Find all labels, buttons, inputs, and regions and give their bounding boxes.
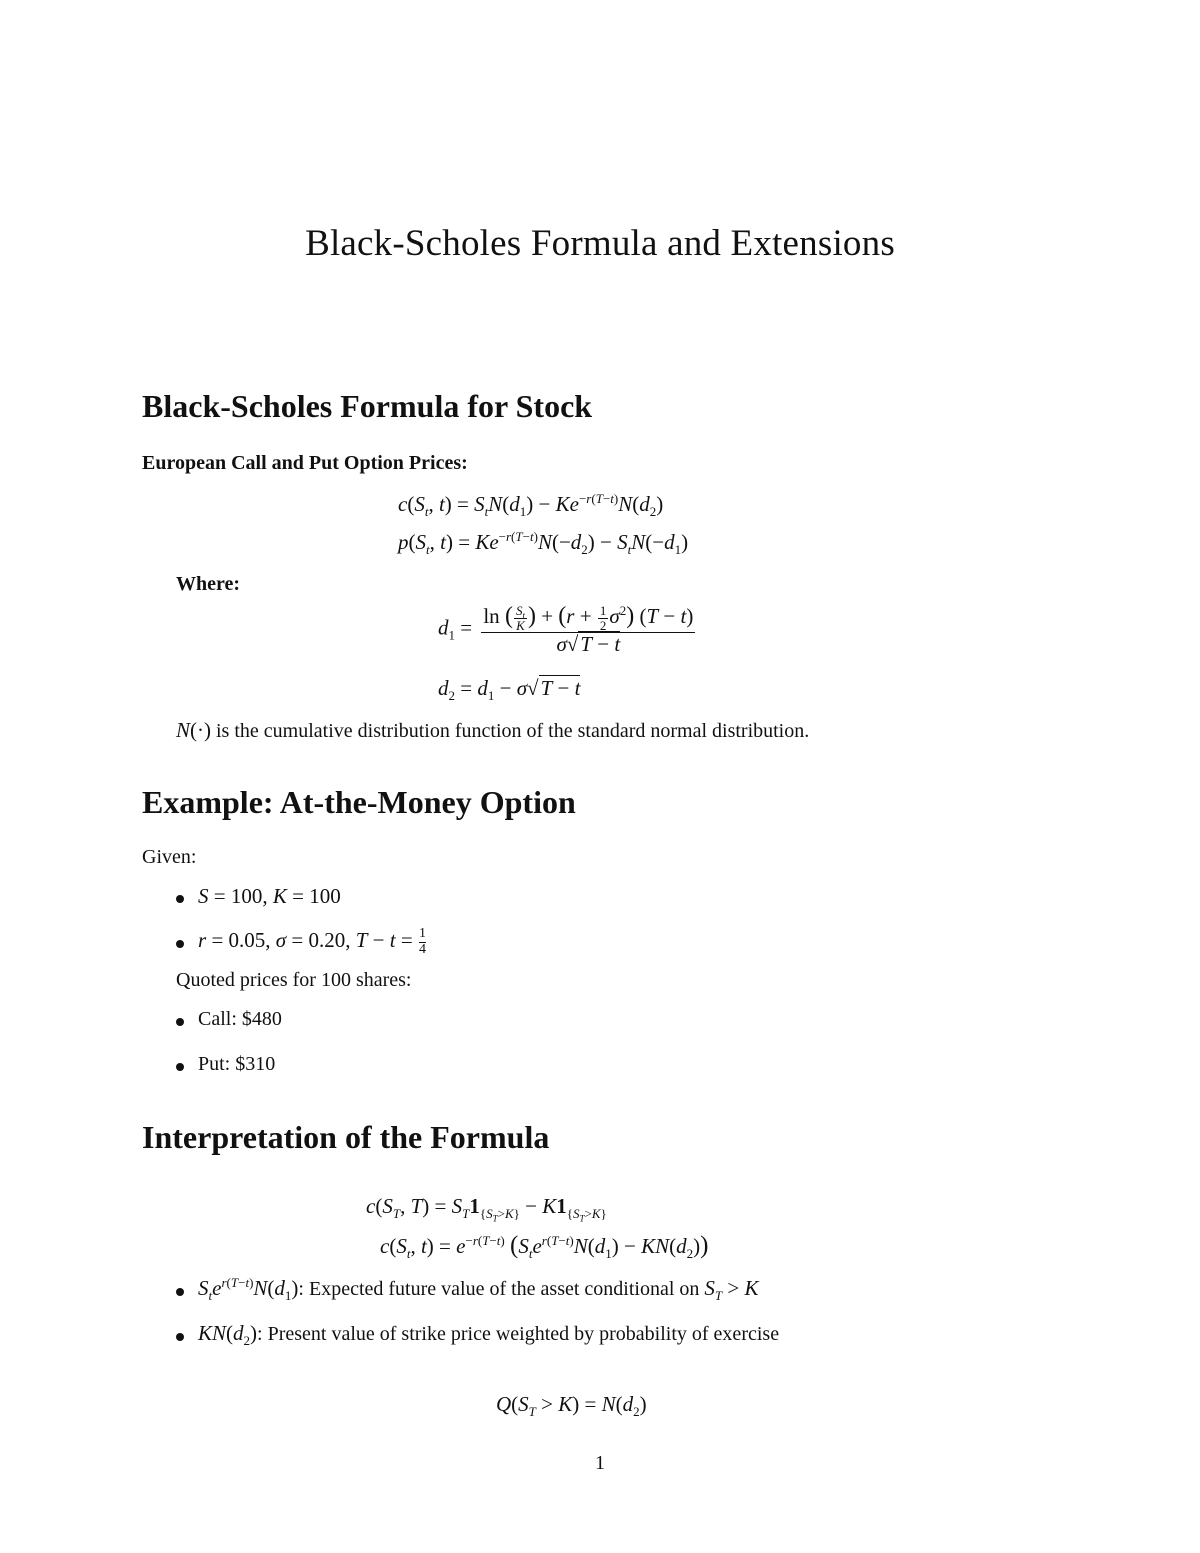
section-heading-example: Example: At-the-Money Option <box>142 784 576 820</box>
interpretation-bullet-2-text: : Present value of strike price weighted by probability of exercise <box>257 1323 780 1345</box>
equation-discounted-call: $c(S_t$, $t) = e^{-r(T-t)}$ $(S_te^{r(T-t)}N(d_1) - KN(d_2))$ <box>380 1232 709 1262</box>
where-label: Where: <box>176 573 241 595</box>
bullet-icon <box>176 1018 184 1026</box>
interpretation-bullet-1-text: : Expected future value of the asset conditional on <box>298 1278 700 1300</box>
page-title: Black-Scholes Formula and Extensions <box>305 223 895 264</box>
given-label: Given: <box>142 846 197 868</box>
quoted-prices-label: Quoted prices for 100 shares: <box>176 969 412 991</box>
given-s-k: S = 100, K = 100 <box>198 884 341 908</box>
section-heading-formula: Black-Scholes Formula for Stock <box>142 388 593 424</box>
equation-call-price: $c(S_t$, $t) = S_tN(d_1) - Ke^{-r(T-t)}N(d_2)$ <box>398 491 664 520</box>
equation-payoff: $c(S_T$, $T) = S_T1_{\{S_T>K\}} - K1_{\{S_T>K\}}$ <box>366 1194 607 1224</box>
equation-exercise-probability: $Q(S_T > K) = N(d_2)$ <box>496 1392 647 1420</box>
put-price: Put: $310 <box>198 1053 276 1075</box>
interpretation-bullet-2: $KN(d_2)$: Present value of strike price weighted by probability of exercise <box>198 1321 780 1349</box>
equation-d2: $d_2 = d_1 - \sigma√T - t$ <box>438 676 581 704</box>
cdf-note <box>176 718 809 743</box>
subheading-option-prices: European Call and Put Option Prices: <box>142 452 468 474</box>
bullet-icon <box>176 1288 184 1296</box>
section-heading-interpretation: Interpretation of the Formula <box>142 1119 550 1155</box>
given-r-sigma-t: r = 0.05, σ = 0.20, T − t = $\frac{1}{4}$ <box>198 926 426 957</box>
call-price: Call: $480 <box>198 1008 282 1030</box>
bullet-icon <box>176 1333 184 1341</box>
bullet-icon <box>176 1063 184 1071</box>
n-function-symbol: N(·) <box>176 718 211 742</box>
cdf-note-text: is the cumulative distribution function of the standard normal distribution. <box>216 720 810 742</box>
page-number: 1 <box>595 1452 605 1474</box>
interpretation-bullet-1: $S_te^{r(T-t)}N(d_1)$: Expected future value of the asset conditional on $S_T > K$ <box>198 1275 759 1304</box>
equation-put-price: $p(S_t$, $t) = Ke^{-r(T-t)}N(-d_2) - S_tN(-d_1)$ <box>398 529 689 558</box>
bullet-icon <box>176 940 184 948</box>
equation-d1: $d_1$ = ln ( $\frac{S_t}{K}$ ) + (r + $\frac{1}{2}$ $\sigma^2$) (T − t) σ√T − t <box>438 603 694 657</box>
bullet-icon <box>176 895 184 903</box>
